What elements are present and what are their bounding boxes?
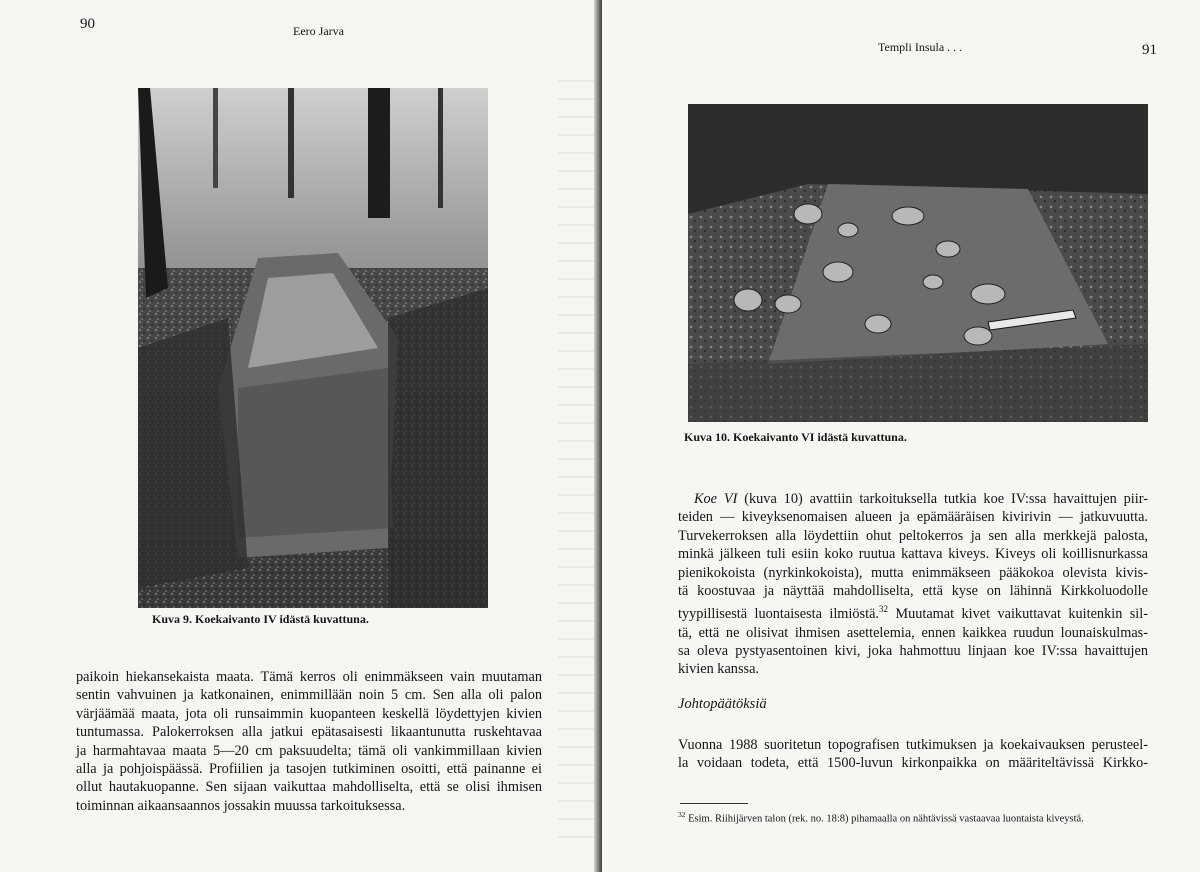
text-run: tyypillisestä luontaisesta ilmiöstä.	[678, 606, 879, 623]
text-line: sentin vahvuinen ja katkonainen, enimmillään noin 5 cm. Sen alla oli palon	[76, 687, 542, 704]
left-page	[0, 0, 598, 872]
footnote-rule	[680, 803, 748, 804]
footnote	[678, 810, 1158, 825]
figure-photo-stone-pavement	[688, 104, 1148, 422]
page-number: 91	[1142, 42, 1157, 58]
text-line: ollut hautakuopanne. Sen sijaan vaikuttaa mahdolliselta, että se olisi ihmisen	[76, 779, 542, 796]
text-line: ja harmahtavaa maata 5—20 cm paksuudelta; tämä oli vankimmillaan kivien	[76, 742, 542, 759]
text-line: teiden — kiveyksenomaisen alueen ja epämääräisen kivirivin — jatkuvuutta.	[678, 509, 1148, 526]
text-run: (kuva 10) avattiin tarkoituksella tutkia koe IV:ssa havaittujen piir-	[737, 491, 1148, 507]
text-line: sa oleva pystyasentoinen kivi, joka hahmottuu linjaan koe IV:ssa havaittujen	[678, 643, 1148, 660]
footnote-text: Esim. Riihijärven talon (rek. no. 18:8) pihamaalla on nähtävissä vastaavaa luontaista kiveystä.	[688, 813, 1084, 825]
figure-photo-forest-trench	[138, 88, 488, 608]
right-page	[602, 0, 1200, 872]
figure-caption: Kuva 10. Koekaivanto VI idästä kuvattuna.	[684, 430, 907, 444]
text-line: la voidaan todeta, että 1500-luvun kirkonpaikka on määriteltävissä Kirkko-	[678, 755, 1148, 772]
text-line: paikoin hiekansekaista maata. Tämä kerros oli enimmäkseen vain muutaman	[76, 669, 542, 685]
body-text	[76, 668, 542, 815]
text-line	[678, 490, 1148, 508]
page-number: 90	[80, 16, 95, 32]
figure-caption: Kuva 9. Koekaivanto IV idästä kuvattuna.	[152, 612, 369, 626]
section-heading: Johtopäätöksiä	[678, 696, 767, 712]
text-line: tä, että ne olisivat ihmisen asettelemia, ennen kaikkea ruudun lounaiskulmas-	[678, 624, 1148, 641]
text-line: tä koostuvaa ja näyttää mahdolliselta, että kyse on lähinnä Kirkkoluodolle	[678, 583, 1148, 600]
running-head: Templi Insula . . .	[878, 40, 963, 54]
text-line: Vuonna 1988 suoritetun topografisen tutkimuksen ja koekaivauksen perusteel-	[678, 737, 1148, 753]
text-run: Muutamat kivet vaikuttavat kuitenkin sil-	[887, 606, 1148, 623]
text-line	[678, 600, 1148, 623]
emphasis: Koe VI	[694, 491, 738, 507]
footnote-reference[interactable]: 32	[878, 604, 888, 615]
text-line: kivien kanssa.	[678, 661, 759, 678]
text-line: toiminnan aikaansaannos jossakin muussa tarkoituksessa.	[76, 797, 406, 814]
body-text	[678, 490, 1148, 679]
show-through-text	[558, 80, 598, 840]
footnote-number: 32	[678, 810, 686, 819]
text-line: Turvekerroksen alla löydettiin ohut peltokerros ja sen alla merkkejä palosta,	[678, 527, 1148, 544]
text-line: pienikokoista (nyrkinkokoista), mutta enimmäkseen pääkokoa olevista kivis-	[678, 564, 1148, 581]
text-line: minkä jälkeen tuli esiin koko ruutua kattava kiveys. Kiveys oli koillisnurkassa	[678, 546, 1148, 563]
running-head: Eero Jarva	[293, 24, 344, 38]
text-line: tuntumassa. Palokerroksen alla jatkui epätasaisesti likaantunutta ruskehtavaa	[76, 724, 542, 741]
text-line: värjäämää maata, jota oli runsaimmin kuopanteen keskellä löydettyjen kivien	[76, 705, 542, 722]
text-line: alla ja pohjoispäässä. Profiilien ja tasojen tutkiminen osoitti, että painanne ei	[76, 761, 542, 778]
body-text	[678, 736, 1148, 773]
